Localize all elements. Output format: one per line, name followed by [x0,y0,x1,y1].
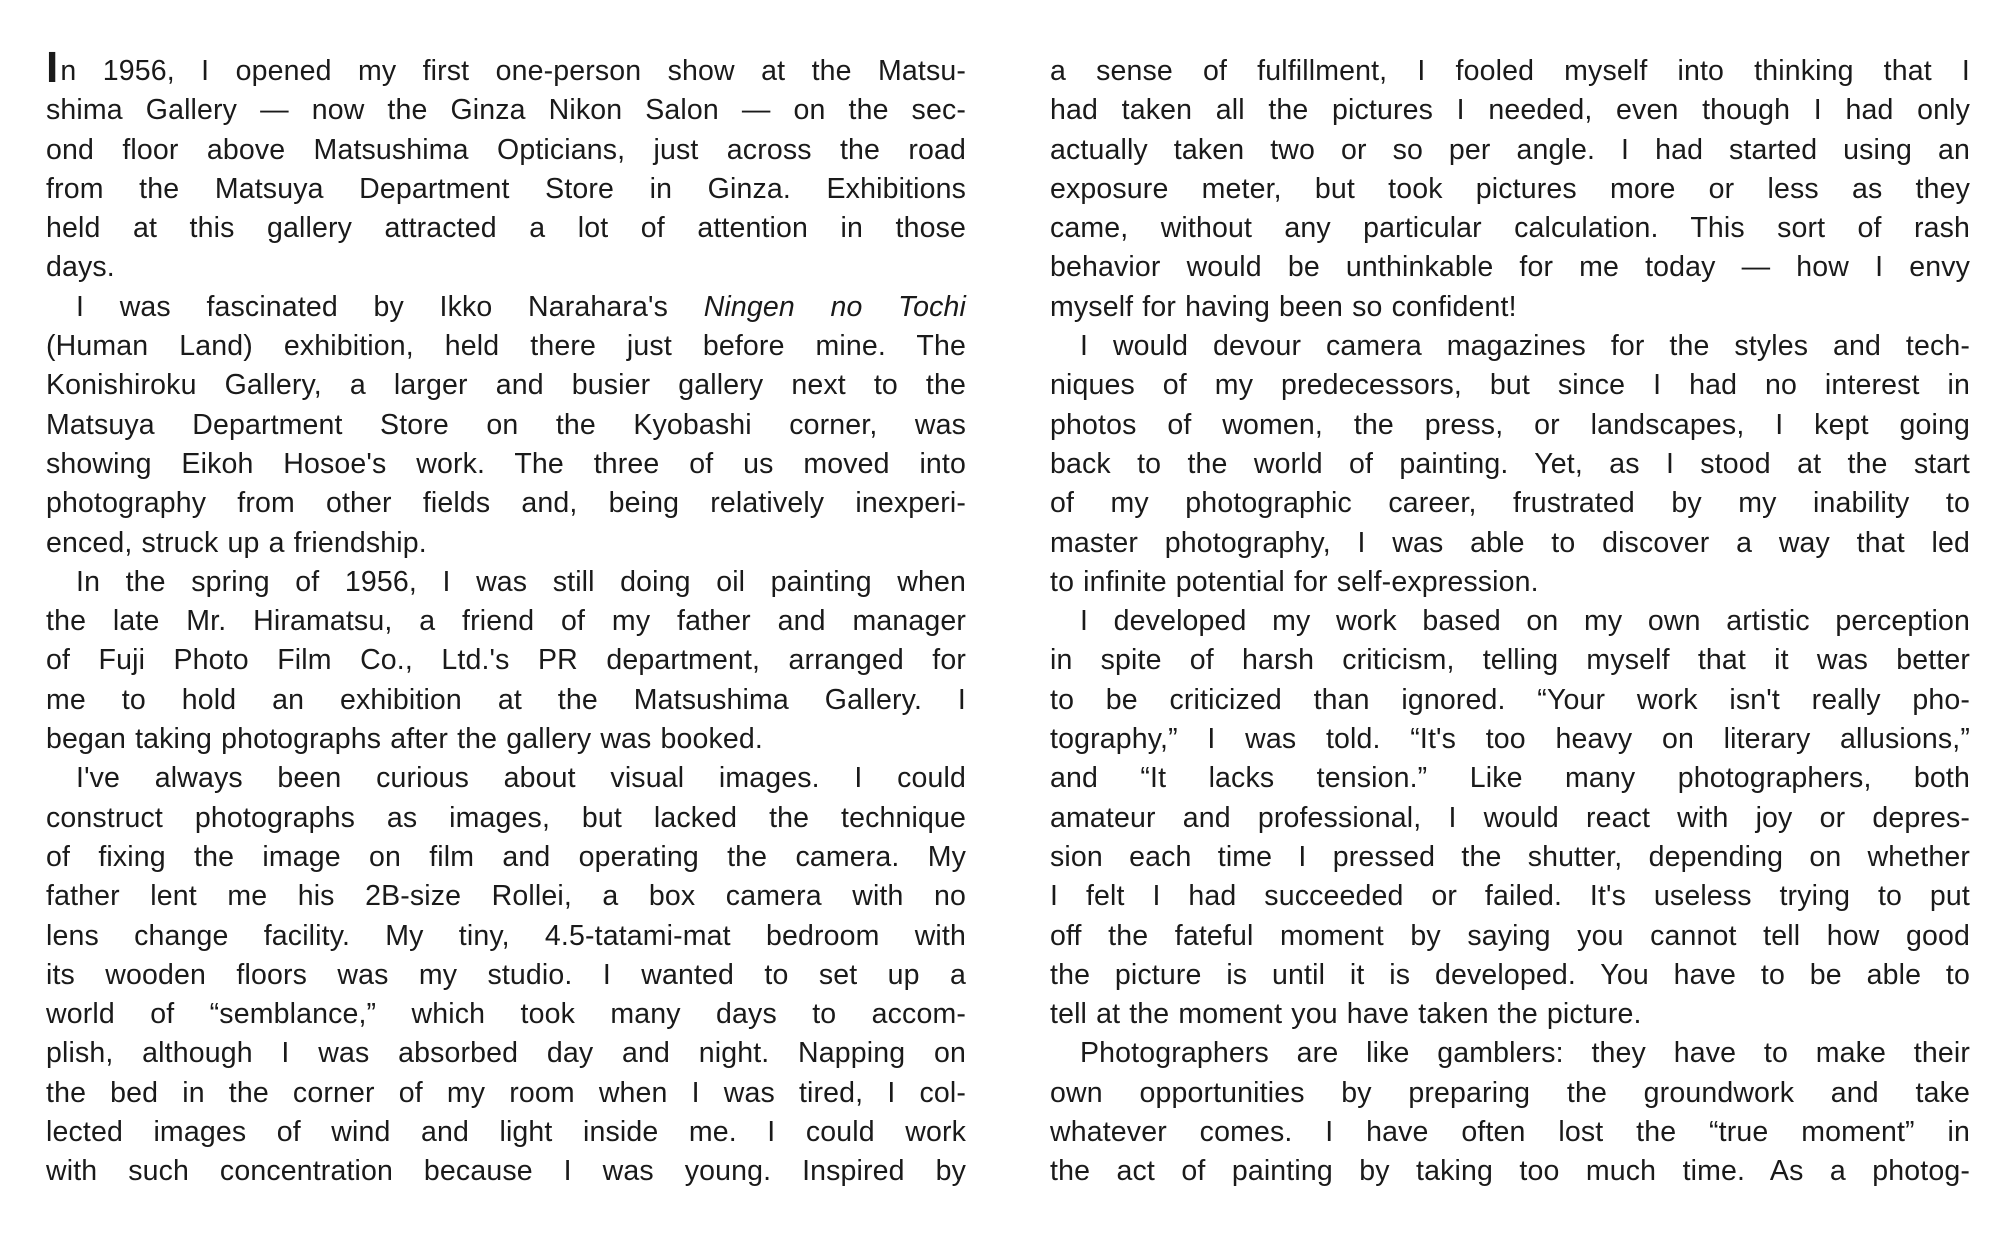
text-line [1050,484,1970,523]
line-text: exposure meter, but took pictures more or less as they [1050,172,1970,205]
line-text: tography,” I was told. “It's too heavy on literary allusions,” [1050,723,1970,756]
text-line [46,799,966,838]
text-line [1050,1074,1970,1113]
text-line [46,759,966,798]
text-line [46,170,966,209]
text-line [1050,445,1970,484]
text-line [46,602,966,641]
line-text: and “It lacks tension.” Like many photographers, both [1050,762,1970,795]
text-line [1050,1113,1970,1152]
text-line [1050,799,1970,838]
line-text: amateur and professional, I would react with joy or depres- [1050,801,1970,834]
left-text-column [46,43,966,1192]
line-text: the act of painting by taking too much time. As a photog- [1050,1155,1970,1188]
text-line [1050,170,1970,209]
line-text: of fixing the image on film and operating the camera. My [46,840,966,873]
text-line [46,917,966,956]
drop-cap: I [46,43,59,92]
text-line [46,131,966,170]
line-text: had taken all the pictures I needed, even though I had only [1050,94,1970,127]
text-line [1050,288,1970,327]
text-line [1050,956,1970,995]
text-line [46,327,966,366]
line-text: lens change facility. My tiny, 4.5-tatami-mat bedroom with [46,919,966,952]
line-text: master photography, I was able to discover a way that led [1050,526,1970,559]
text-line [46,366,966,405]
text-line [1050,602,1970,641]
line-text: world of “semblance,” which took many days to accom- [46,998,966,1031]
line-text: of Fuji Photo Film Co., Ltd.'s PR department, arranged for [46,644,966,677]
text-line [46,681,966,720]
line-text: Konishiroku Gallery, a larger and busier gallery next to the [46,369,966,402]
line-text: the bed in the corner of my room when I was tired, I col- [46,1076,966,1109]
text-line [46,43,966,92]
text-line [1050,720,1970,759]
text-line [1050,1152,1970,1191]
text-line [46,484,966,523]
line-text: showing Eikoh Hosoe's work. The three of us moved into [46,447,966,480]
text-line [1050,406,1970,445]
line-text: in spite of harsh criticism, telling myself that it was better [1050,644,1970,677]
text-line [46,406,966,445]
text-line [46,956,966,995]
text-line [46,1152,966,1191]
line-text: ond floor above Matsushima Opticians, just across the road [46,133,966,166]
text-line [1050,641,1970,680]
line-text: photos of women, the press, or landscapes, I kept going [1050,408,1970,441]
text-line [46,1113,966,1152]
text-line [1050,759,1970,798]
text-line [46,445,966,484]
line-text: father lent me his 2B-size Rollei, a box camera with no [46,880,966,913]
text-line [46,877,966,916]
line-text: to infinite potential for self-expression. [1050,565,1539,598]
text-line [1050,681,1970,720]
line-text: off the fateful moment by saying you cannot tell how good [1050,919,1970,952]
line-text: its wooden floors was my studio. I wanted to set up a [46,958,966,991]
line-text: construct photographs as images, but lacked the technique [46,801,966,834]
line-text: actually taken two or so per angle. I had started using an [1050,133,1970,166]
text-line [1050,91,1970,130]
text-line [1050,995,1970,1034]
text-line [1050,366,1970,405]
line-text: enced, struck up a friendship. [46,526,427,559]
line-text: sion each time I pressed the shutter, depending on whether [1050,840,1970,873]
text-line [46,209,966,248]
text-line [1050,917,1970,956]
line-text: of my photographic career, frustrated by my inability to [1050,487,1970,520]
line-text: held at this gallery attracted a lot of attention in those [46,212,966,245]
line-text: In the spring of 1956, I was still doing oil painting when [76,565,966,598]
text-line [1050,524,1970,563]
text-line [46,563,966,602]
line-text: me to hold an exhibition at the Matsushima Gallery. I [46,683,966,716]
italic-title: Ningen no Tochi [703,290,966,323]
text-line [46,288,966,327]
right-text-column [1050,52,1970,1192]
line-text: days. [46,251,115,284]
text-line [46,248,966,287]
text-line [46,91,966,130]
text-line [46,1074,966,1113]
line-text: own opportunities by preparing the groundwork and take [1050,1076,1970,1109]
line-text: photography from other fields and, being relatively inexperi- [46,487,966,520]
text-line [46,1034,966,1073]
text-line [1050,327,1970,366]
line-text: lected images of wind and light inside me. I could work [46,1116,966,1149]
line-text: shima Gallery — now the Ginza Nikon Salon — on the sec- [46,94,966,127]
text-line [1050,838,1970,877]
text-line [1050,1034,1970,1073]
line-text: tell at the moment you have taken the picture. [1050,998,1642,1031]
line-text: began taking photographs after the gallery was booked. [46,723,763,756]
line-text: Photographers are like gamblers: they have to make their [1080,1037,1970,1070]
line-text: the picture is until it is developed. You have to be able to [1050,958,1970,991]
line-text: I've always been curious about visual images. I could [76,762,966,795]
line-text: plish, although I was absorbed day and night. Napping on [46,1037,966,1070]
text-line [1050,563,1970,602]
text-line [46,838,966,877]
line-text: the late Mr. Hiramatsu, a friend of my father and manager [46,605,966,638]
line-text: back to the world of painting. Yet, as I stood at the start [1050,447,1970,480]
text-line [1050,877,1970,916]
line-text: behavior would be unthinkable for me today — how I envy [1050,251,1970,284]
line-text: I developed my work based on my own artistic perception [1080,605,1970,638]
text-line [1050,52,1970,91]
text-line [1050,131,1970,170]
line-text: Matsuya Department Store on the Kyobashi corner, was [46,408,966,441]
text-line [1050,209,1970,248]
line-text: a sense of fulfillment, I fooled myself into thinking that I [1050,55,1970,87]
text-line [46,641,966,680]
text-line [1050,248,1970,287]
line-text: whatever comes. I have often lost the “true moment” in [1050,1116,1970,1149]
line-text: with such concentration because I was young. Inspired by [46,1155,966,1188]
text-line [46,720,966,759]
line-text: I felt I had succeeded or failed. It's useless trying to put [1050,880,1970,913]
text-line [46,524,966,563]
line-text: n 1956, I opened my first one-person show at the Matsu- [60,55,966,87]
line-text: came, without any particular calculation. This sort of rash [1050,212,1970,245]
text-line [46,995,966,1034]
line-text: from the Matsuya Department Store in Ginza. Exhibitions [46,172,966,205]
line-text: myself for having been so confident! [1050,290,1517,323]
line-text: I would devour camera magazines for the styles and tech- [1080,330,1970,363]
line-text: I was fascinated by Ikko Narahara's [76,290,704,323]
line-text: niques of my predecessors, but since I had no interest in [1050,369,1970,402]
line-text: (Human Land) exhibition, held there just before mine. The [46,330,966,363]
line-text: to be criticized than ignored. “Your work isn't really pho- [1050,683,1970,716]
